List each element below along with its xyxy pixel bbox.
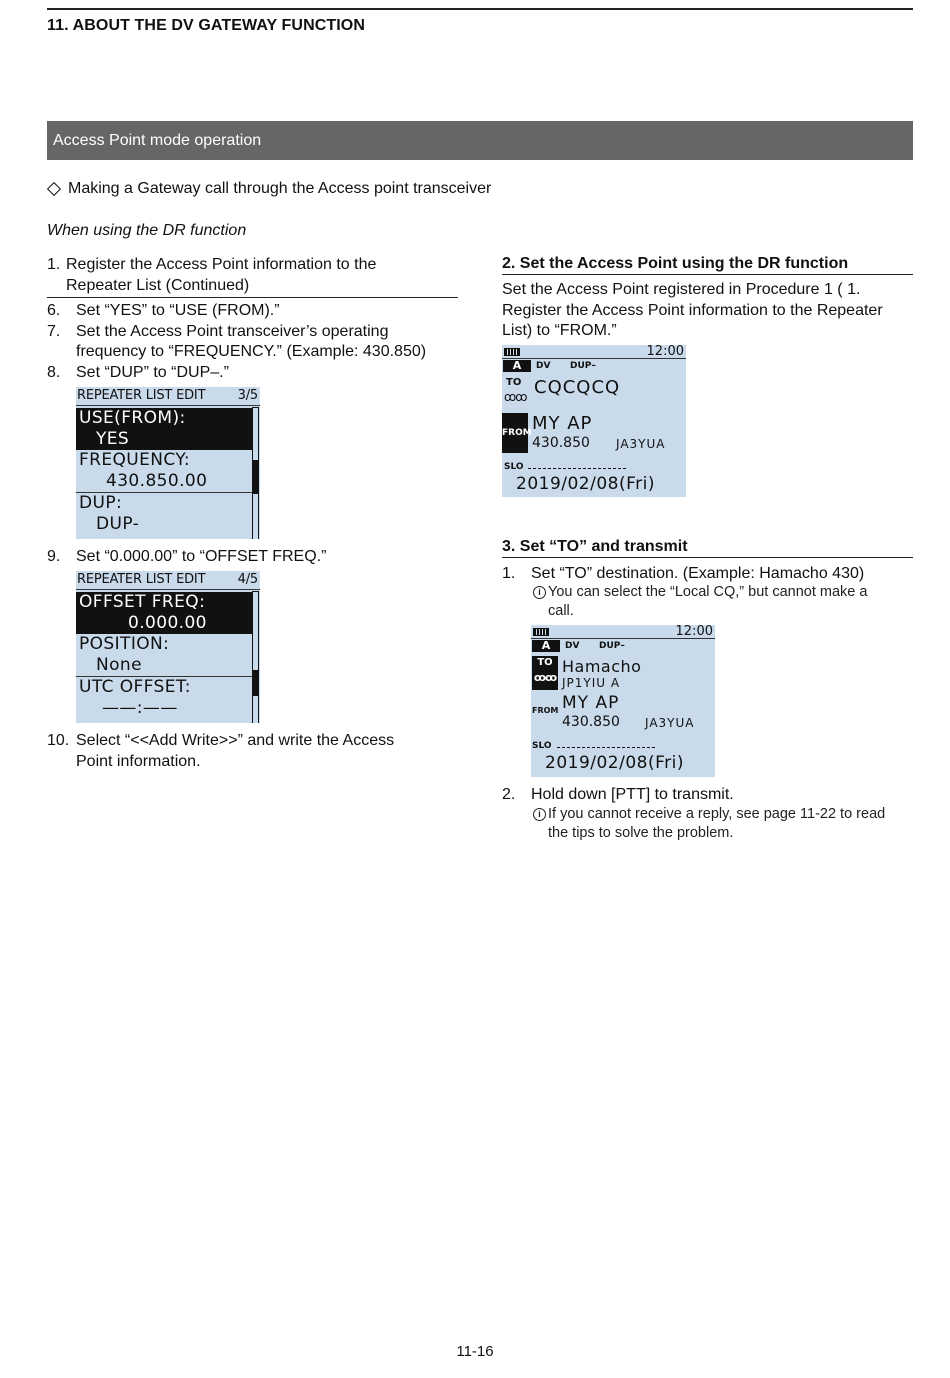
dup-indicator: DUP– bbox=[599, 641, 625, 651]
from-name: MY AP bbox=[532, 413, 593, 434]
from-callsign: JA3YUA bbox=[645, 716, 695, 730]
step-text: Hold down [PTT] to transmit. bbox=[531, 786, 734, 803]
scrollbar-thumb bbox=[253, 460, 258, 494]
subheading bbox=[47, 180, 491, 198]
step-text: Set “TO” destination. (Example: Hamacho 430) bbox=[531, 565, 865, 582]
step-text: Register the Access Point information to the bbox=[66, 256, 377, 273]
step-text: Set “0.000.00” to “OFFSET FREQ.” bbox=[76, 548, 327, 565]
from-label: FROM bbox=[502, 413, 528, 453]
note-2 bbox=[533, 805, 918, 843]
diamond-bullet-icon bbox=[47, 182, 61, 196]
date: 2019/02/08(Fri) bbox=[545, 753, 685, 773]
note-text: You can select the “Local CQ,” but cannot make a bbox=[548, 584, 868, 600]
lcd-row: USE(FROM): bbox=[76, 408, 252, 429]
to-value: CQCQCQ bbox=[534, 377, 621, 398]
step-number: 6. bbox=[47, 302, 61, 319]
to-name: Hamacho bbox=[562, 657, 642, 676]
lcd-row: UTC OFFSET: bbox=[76, 676, 252, 698]
from-frequency: 430.850 bbox=[562, 714, 620, 730]
battery-icon bbox=[533, 628, 549, 636]
step-9 bbox=[47, 547, 467, 568]
from-callsign: JA3YUA bbox=[616, 437, 666, 451]
band-row bbox=[531, 640, 715, 652]
step-text: Repeater List (Continued) bbox=[66, 276, 250, 294]
info-icon: i bbox=[533, 586, 546, 599]
step-text: Select “<<Add Write>>” and write the Access bbox=[76, 732, 395, 749]
slo-line bbox=[557, 747, 655, 748]
to-label: TO bbox=[506, 377, 522, 388]
repeater-icon: ꝏꝏ bbox=[504, 390, 527, 404]
step-text: frequency to “FREQUENCY.” (Example: 430.850) bbox=[76, 343, 427, 360]
clock: 12:00 bbox=[646, 345, 684, 359]
subheading-text: Making a Gateway call through the Access point transceiver bbox=[68, 180, 492, 197]
clock: 12:00 bbox=[675, 625, 713, 639]
step-number: 8. bbox=[47, 363, 61, 381]
section-band: Access Point mode operation bbox=[47, 121, 913, 160]
dup-indicator: DUP– bbox=[570, 361, 596, 371]
screen-title: REPEATER LIST EDIT bbox=[77, 388, 206, 403]
steps-6-8 bbox=[47, 301, 467, 383]
section-3-step-2 bbox=[502, 785, 922, 806]
from-name: MY AP bbox=[562, 693, 620, 713]
note-1 bbox=[533, 583, 918, 621]
lcd-row: None bbox=[96, 655, 142, 675]
chapter-header: 11. ABOUT THE DV GATEWAY FUNCTION bbox=[47, 17, 366, 34]
dr-screen-from bbox=[502, 345, 686, 497]
scrollbar-thumb bbox=[253, 670, 258, 696]
top-rule bbox=[47, 8, 913, 10]
lcd-row: 430.850.00 bbox=[106, 471, 208, 491]
lcd-row: ——:—— bbox=[102, 698, 178, 718]
step-number: 1. bbox=[502, 565, 516, 582]
step-text: Set “DUP” to “DUP–.” bbox=[76, 363, 229, 381]
lcd-row: DUP- bbox=[96, 514, 140, 534]
band-indicator: A bbox=[503, 360, 531, 372]
from-label: FROM bbox=[532, 706, 559, 715]
body-line: Register the Access Point information to the Repeater bbox=[502, 301, 883, 319]
step-number: 2. bbox=[502, 786, 516, 803]
repeater-list-edit-screen-1 bbox=[76, 387, 260, 539]
page-number: 11-16 bbox=[456, 1343, 494, 1360]
italic-heading: When using the DR function bbox=[47, 222, 247, 239]
screen-header bbox=[76, 387, 260, 406]
step-number: 1. bbox=[47, 256, 61, 273]
section-2-body bbox=[502, 280, 922, 342]
status-bar bbox=[531, 625, 715, 639]
from-frequency: 430.850 bbox=[532, 435, 590, 451]
band-row bbox=[502, 360, 686, 372]
step-number: 7. bbox=[47, 322, 61, 340]
lcd-row: YES bbox=[76, 429, 252, 450]
slo-label: SLO bbox=[504, 462, 524, 472]
section-3-title: 3. Set “TO” and transmit bbox=[502, 538, 913, 558]
mode-indicator: DV bbox=[536, 361, 551, 371]
scrollbar bbox=[252, 407, 259, 539]
step-text: Set “YES” to “USE (FROM).” bbox=[76, 302, 280, 319]
to-badge bbox=[532, 656, 558, 690]
body-line: List) to “FROM.” bbox=[502, 322, 617, 339]
scrollbar bbox=[252, 591, 259, 723]
lcd-row: OFFSET FREQ: bbox=[76, 592, 252, 613]
body-line: Set the Access Point registered in Procedure 1 ( 1. bbox=[502, 281, 861, 298]
step-1-continued bbox=[47, 255, 458, 298]
step-number: 9. bbox=[47, 548, 61, 565]
date: 2019/02/08(Fri) bbox=[516, 474, 656, 494]
battery-icon bbox=[504, 348, 520, 356]
step-number: 10. bbox=[47, 732, 70, 749]
note-text: the tips to solve the problem. bbox=[548, 825, 734, 841]
section-3-step-1 bbox=[502, 564, 922, 585]
section-2-title: 2. Set the Access Point using the DR function bbox=[502, 255, 913, 275]
dr-screen-to bbox=[531, 625, 715, 777]
step-text: Set the Access Point transceiver’s operating bbox=[76, 322, 389, 340]
screen-page: 3/5 bbox=[237, 388, 258, 403]
lcd-row: DUP: bbox=[76, 492, 252, 514]
lcd-row: 0.000.00 bbox=[76, 613, 252, 634]
to-callsign: JP1YIU A bbox=[562, 676, 621, 690]
status-bar bbox=[502, 345, 686, 359]
note-text: If you cannot receive a reply, see page 11-22 to read bbox=[548, 806, 886, 822]
slo-label: SLO bbox=[532, 741, 552, 751]
lcd-row: FREQUENCY: bbox=[79, 450, 191, 470]
screen-title: REPEATER LIST EDIT bbox=[77, 572, 206, 587]
screen-header bbox=[76, 571, 260, 590]
repeater-icon: ꝏꝏ bbox=[533, 671, 557, 684]
mode-indicator: DV bbox=[565, 641, 580, 651]
repeater-list-edit-screen-2 bbox=[76, 571, 260, 723]
note-text: call. bbox=[548, 603, 574, 619]
lcd-row: POSITION: bbox=[79, 634, 170, 654]
step-10 bbox=[47, 731, 467, 772]
slo-line bbox=[528, 468, 626, 469]
screen-page: 4/5 bbox=[237, 572, 258, 587]
to-label: TO bbox=[537, 657, 553, 668]
band-indicator: A bbox=[532, 640, 560, 652]
step-text: Point information. bbox=[76, 752, 201, 770]
info-icon: i bbox=[533, 808, 546, 821]
